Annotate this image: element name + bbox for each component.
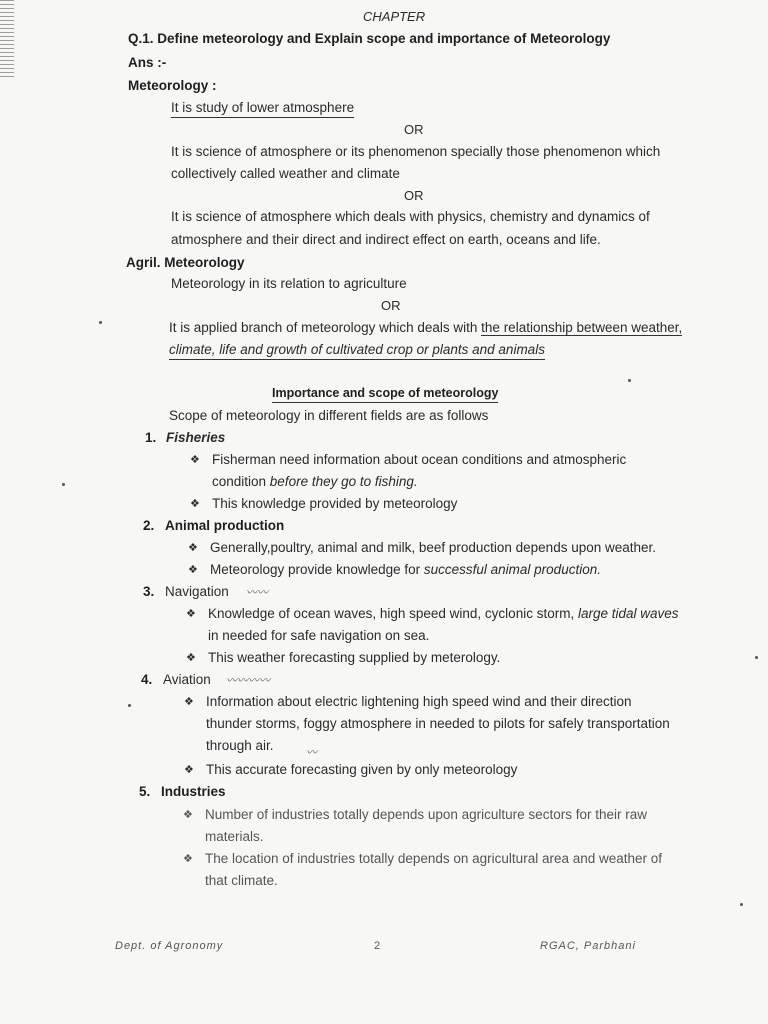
page-number: 2 [374, 940, 381, 952]
definition-1: It is study of lower atmosphere [171, 99, 354, 118]
scope-heading: Importance and scope of meteorology [272, 384, 498, 403]
item-title-aviation: Aviation [163, 672, 211, 687]
scan-speck [128, 704, 131, 707]
scan-speck [755, 656, 758, 659]
bullet-text-cont: in needed for safe navigation on sea. [208, 628, 430, 643]
scan-speck [740, 903, 743, 906]
definition-2-line-2: collectively called weather and climate [171, 166, 400, 181]
question-title: Q.1. Define meteorology and Explain scope and importance of Meteorology [128, 31, 611, 46]
bullet-text: ❖ This accurate forecasting given by only meteorology [206, 761, 517, 779]
bullet-text-cont: materials. [205, 829, 264, 844]
item-title-industries: Industries [161, 784, 226, 799]
item-number: 3. [143, 584, 155, 599]
bullet-text: ❖ Knowledge of ocean waves, high speed wind, cyclonic storm, large tidal waves [208, 605, 679, 623]
bullet-text-cont: through air. [206, 738, 274, 753]
bullet-text: ❖ Fisherman need information about ocean conditions and atmospheric [212, 451, 626, 469]
term-agril-meteorology: Agril. Meteorology [126, 255, 245, 270]
definition-3-line-2: atmosphere and their direct and indirect effect on earth, oceans and life. [171, 232, 601, 247]
bullet-text-cont: condition before they go to fishing. [212, 474, 418, 489]
scope-intro: Scope of meteorology in different fields are as follows [169, 408, 489, 423]
item-number: 4. [141, 672, 153, 687]
bullet-text: ❖ The location of industries totally depends on agricultural area and weather of [205, 850, 662, 868]
item-number: 1. [145, 430, 157, 445]
item-number: 2. [143, 518, 155, 533]
item-title-animal-production: Animal production [165, 518, 285, 533]
scan-edge-artifact [0, 0, 14, 80]
answer-label: Ans :- [128, 55, 167, 70]
definition-3-line-1: It is science of atmosphere which deals with physics, chemistry and dynamics of [171, 209, 650, 224]
bullet-text: ❖ Meteorology provide knowledge for successful animal production. [210, 561, 601, 579]
or-separator: OR [404, 188, 424, 203]
bullet-text: ❖ Number of industries totally depends upon agriculture sectors for their raw [205, 806, 647, 824]
scan-speck [62, 483, 65, 486]
footer-college: RGAC, Parbhani [540, 940, 636, 952]
bullet-text: ❖ This weather forecasting supplied by meterology. [208, 649, 500, 667]
bullet-text-cont: thunder storms, foggy atmosphere in needed to pilots for safely transportation [206, 716, 670, 731]
bullet-text-cont: that climate. [205, 873, 278, 888]
definition-5-line-1: It is applied branch of meteorology which deals with the relationship between weather, [169, 320, 683, 335]
handwritten-note: 〰 [306, 746, 317, 759]
scan-speck [99, 321, 102, 324]
bullet-text: ❖ Information about electric lightening high speed wind and their direction [206, 693, 632, 711]
scan-speck [628, 379, 631, 382]
definition-5-line-2: climate, life and growth of cultivated crop or plants and animals [169, 341, 545, 360]
or-separator: OR [381, 298, 401, 313]
handwritten-note: 〰〰〰〰 [226, 674, 270, 687]
bullet-text: ❖ This knowledge provided by meteorology [212, 495, 457, 513]
term-meteorology: Meteorology : [128, 78, 217, 93]
definition-2-line-1: It is science of atmosphere or its phenomenon specially those phenomenon which [171, 144, 661, 159]
chapter-label: CHAPTER [363, 9, 426, 24]
or-separator: OR [404, 122, 424, 137]
item-title-fisheries: Fisheries [166, 430, 226, 445]
footer-department: Dept. of Agronomy [115, 940, 224, 952]
definition-4: Meteorology in its relation to agriculture [171, 276, 407, 291]
item-title-navigation: Navigation [165, 584, 229, 599]
handwritten-note: 〰〰 [246, 586, 268, 599]
item-number: 5. [139, 784, 151, 799]
bullet-text: ❖ Generally,poultry, animal and milk, beef production depends upon weather. [210, 539, 656, 557]
